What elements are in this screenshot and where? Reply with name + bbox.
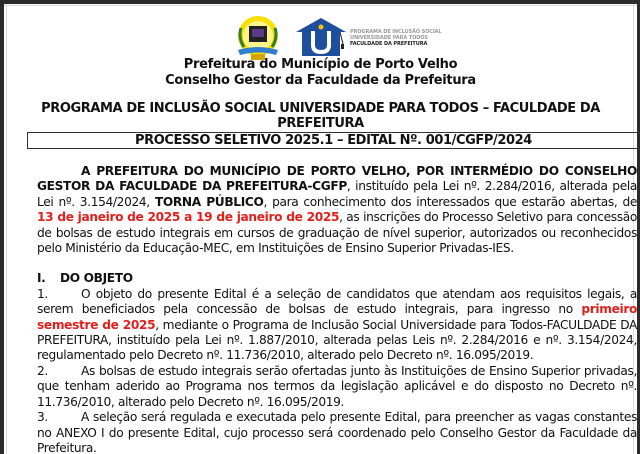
registration-dates: 13 de janeiro de 2025 a 19 de janeiro de 2025 [37,210,340,225]
semester-highlight: primeiro semestre de 2025 [37,302,637,332]
intro-paragraph: A PREFEITURA DO MUNICÍPIO DE PORTO VELHO, POR INTERMÉDIO DO CONSELHO GESTOR DA FACULDADE DA PREFEITURA-CGFP, instituído pela Lei nº. 2.284/2016, alterada pela Lei nº. 3.154/2024, TORNA PÚBLICO, para conhecimento dos interessados que estarão abertas, de 13 de janeiro de 2025 a 19 de janeiro de 2025, as inscrições do Processo Seletivo para concessão de bolsas de estudo integrais em cursos de graduação de nível superior, autorizados ou reconhecidos pelo Ministério da Educação-MEC, em Instituições de Ensino Superior Privadas-IES. [37,164,637,256]
section-heading-objeto: I. DO OBJETO [37,271,133,286]
program-title: PROGRAMA DE INCLUSÃO SOCIAL UNIVERSIDADE PARA TODOS – FACULDADE DA PREFEITURA [41,101,600,131]
program-logo-text: PROGRAMA DE INCLUSÃO SOCIAL UNIVERSIDADE PARA TODOS FACULDADE DA PREFEITURA [350,29,442,47]
document-body [37,164,637,454]
header-council: Conselho Gestor da Faculdade da Prefeitura [165,73,476,88]
clause-2: 2. As bolsas de estudo integrais serão ofertadas junto às Instituições de Ensino Superior privadas, que tenham aderido ao Programa nos termos da legislação aplicável e do disposto no Decreto nº. 11.736/2010, alterado pelo Decreto nº. 16.095/2019. [37,363,637,409]
clause-3: 3. A seleção será regulada e executada pelo presente Edital, para preencher as vagas constantes no ANEXO I do presente Edital, cujo processo será coordenado pelo Conselho Gestor da Faculdade da Prefeitura. [37,410,637,454]
header-municipality: Prefeitura do Município de Porto Velho [183,57,458,72]
clause-1: 1. O objeto do presente Edital é a seleção de candidatos que atendam aos requisitos legais, a serem beneficiados pela concessão de bolsas de estudo integrais, para ingresso no primeiro semestre de 2025, mediante o Programa de Inclusão Social Universidade para Todos-FACULDADE DA PREFEITURA, instituído pela Lei nº. 1.887/2010, alterada pelas Leis nº. 2.284/2016 e nº. 3.154/2024, regulamentado pelo Decreto nº. 11.736/2010, alterado pelo Decreto nº. 16.095/2019. [37,286,637,363]
municipal-seal-icon [234,14,282,62]
process-title-box: PROCESSO SELETIVO 2025.1 – EDITAL Nº. 001/CGFP/2024 [27,132,637,149]
document-page [4,4,637,454]
header-logos [230,12,442,62]
page-border-top [4,5,637,6]
graduation-cap-u-icon [296,18,346,58]
